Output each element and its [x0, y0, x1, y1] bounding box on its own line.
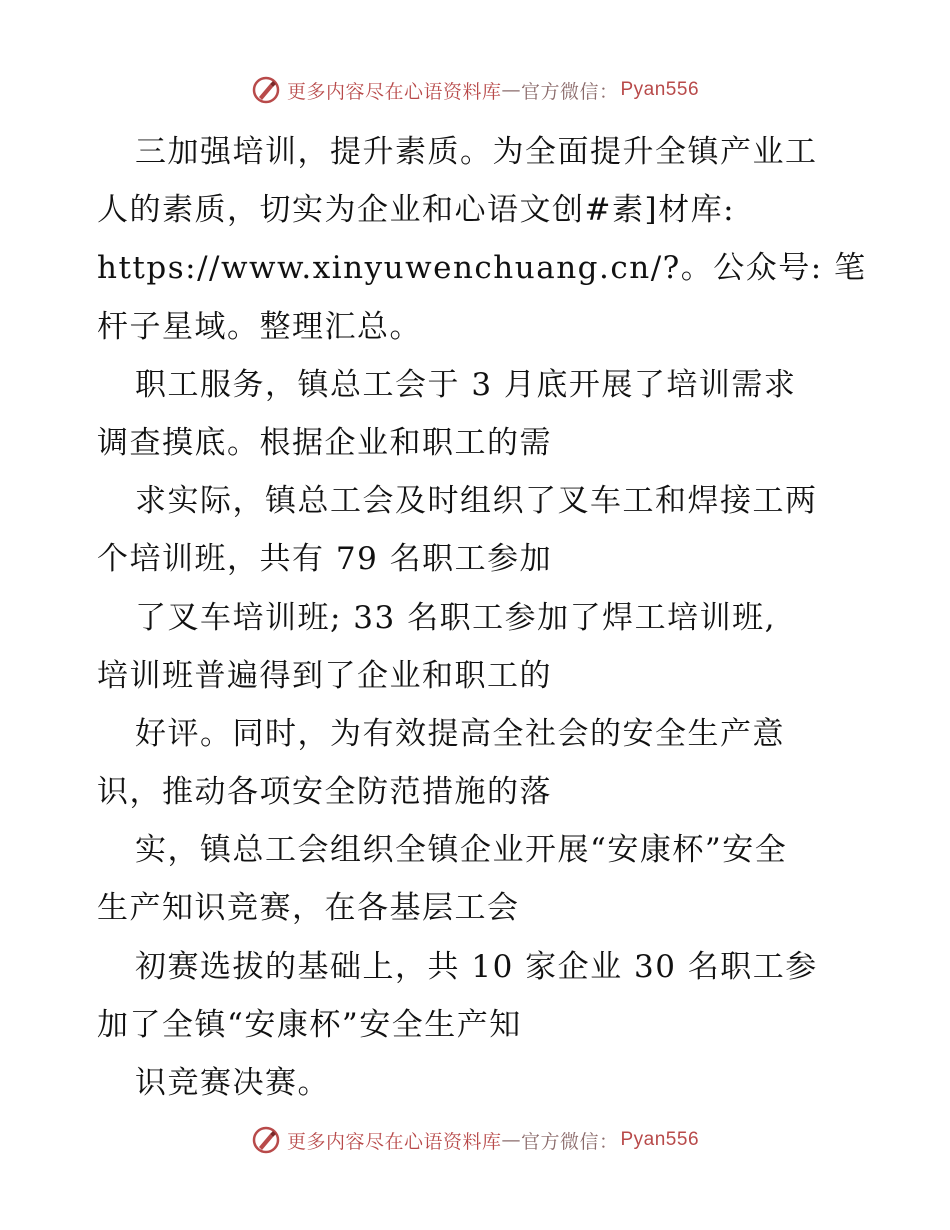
body-line: 了叉车培训班; 33 名职工参加了焊工培训班,: [135, 599, 776, 636]
banner-wechat-label: 官方微信：: [520, 80, 619, 103]
body-line: 调查摸底。根据企业和职工的需: [97, 424, 552, 461]
body-line: 求实际，镇总工会及时组织了叉车工和焊接工两: [135, 483, 818, 520]
banner-main-text: 更多内容尽在心语资料库: [286, 80, 502, 103]
body-line: 职工服务，镇总工会于 3 月底开展了培训需求: [135, 366, 797, 403]
banner-dash: —: [501, 79, 521, 101]
body-line: 生产知识竞赛，在各基层工会: [97, 890, 520, 927]
pen-logo-icon: [251, 1125, 281, 1155]
body-line: 个培训班，共有 79 名职工参加: [97, 541, 553, 578]
body-line: 人的素质，切实为企业和心语文创#素]材库:: [97, 192, 736, 229]
body-line: 识，推动各项安全防范措施的落: [97, 774, 552, 811]
banner-main-text: 更多内容尽在心语资料库: [286, 1130, 502, 1153]
document-body: [97, 123, 867, 1112]
header-banner: [0, 70, 950, 110]
body-line: 培训班普遍得到了企业和职工的: [97, 657, 552, 694]
banner-wechat-id: Pyan556: [620, 79, 700, 100]
banner-dash: —: [501, 1129, 521, 1151]
body-line: 三加强培训，提升素质。为全面提升全镇产业工: [135, 134, 818, 170]
body-line: 初赛选拔的基础上，共 10 家企业 30 名职工参: [135, 948, 818, 985]
body-line: 加了全镇“安康杯”安全生产知: [97, 1006, 522, 1043]
body-line: 实，镇总工会组织全镇企业开展“安康杯”安全: [135, 832, 788, 869]
body-line: 识竞赛决赛。: [135, 1065, 330, 1101]
body-line: https://www.xinyuwenchuang.cn/?。公众号: 笔: [97, 250, 867, 287]
footer-banner: [0, 1120, 950, 1160]
body-line: 杆子星域。整理汇总。: [97, 308, 422, 345]
banner-wechat-label: 官方微信：: [520, 1130, 619, 1153]
pen-logo-icon: [251, 75, 281, 105]
banner-wechat-id: Pyan556: [620, 1129, 700, 1150]
body-line: 好评。同时，为有效提高全社会的安全生产意: [135, 715, 785, 752]
